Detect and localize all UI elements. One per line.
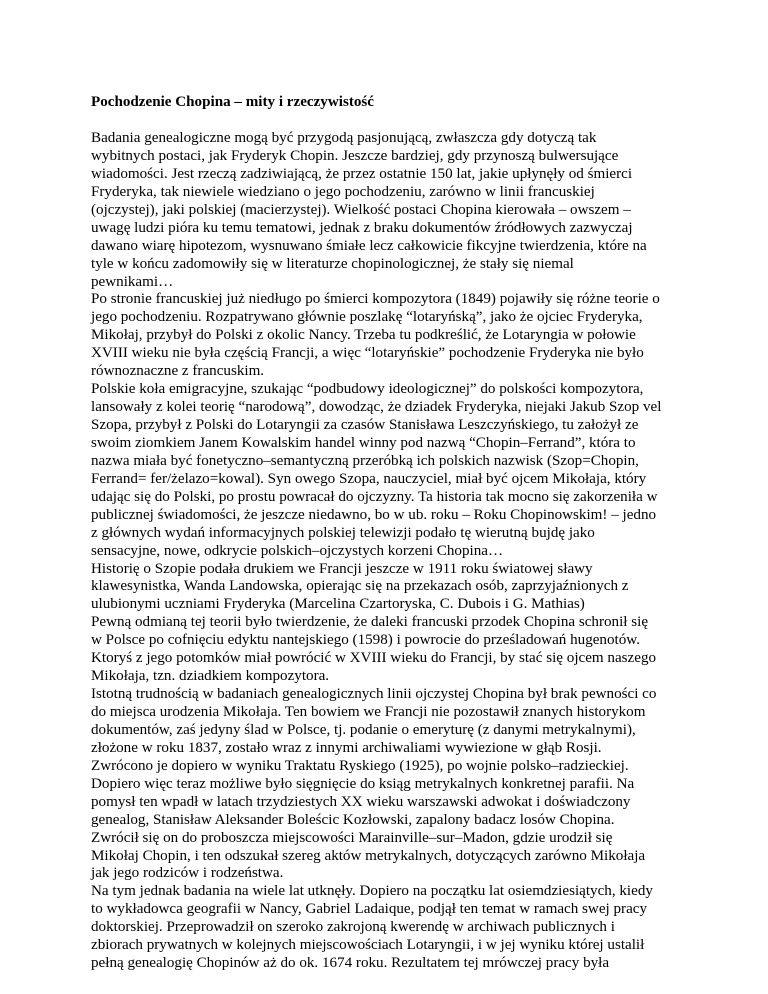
text-line: Fryderyka, tak niewiele wiedziano o jego pochodzeniu, zarówno w linii francuskiej	[91, 183, 595, 200]
text-line: jego pochodzeniu. Rozpatrywano głównie poszlakę “lotaryńską”, jako że ojciec Fryderyka,	[91, 309, 643, 326]
text-line: Polskie koła emigracyjne, szukając “podbudowy ideologicznej” do polskości kompozytora,	[91, 381, 644, 398]
text-line: swoim ziomkiem Janem Kowalskim handel winny pod nazwą “Chopin–Ferrand”, która to	[91, 434, 636, 451]
text-line: genealog, Stanisław Aleksander Boleścic Kozłowski, zapalony badacz losów Chopina.	[91, 811, 615, 828]
text-line: XVIII wieku nie była częścią Francji, a więc “lotaryńskie” pochodzenie Fryderyka nie było	[91, 345, 644, 362]
text-line: sensacyjne, nowe, odkrycie polskich–ojczystych korzeni Chopina…	[91, 542, 504, 559]
text-line: Szopa, przybył z Polski do Lotaryngii za czasów Stanisława Leszczyńskiego, tu założył ze	[91, 417, 639, 433]
text-line: Zwrócił się on do proboszcza miejscowości Marainville–sur–Madon, gdzie urodził się	[91, 829, 613, 846]
text-line: wybitnych postaci, jak Fryderyk Chopin. Jeszcze bardziej, gdy przynoszą bulwersujące	[91, 147, 619, 164]
text-line: Po stronie francuskiej już niedługo po śmierci kompozytora (1849) pojawiły się różne teorie o	[91, 291, 660, 308]
text-line: w Polsce po cofnięciu edyktu nantejskiego (1598) i powrocie do prześladowań hugenotów.	[91, 632, 640, 649]
text-line: wiadomości. Jest rzeczą zadziwiającą, że przez ostatnie 150 lat, jakie upłynęły od śmierci	[91, 165, 633, 182]
text-line: doktorskiej. Przeprowadził on szeroko zakrojoną kwerendę w archiwach publicznych i	[91, 919, 615, 936]
text-line: pewnikami…	[91, 273, 174, 290]
text-line: Mikołaj, przybył do Polski z okolic Nancy. Trzeba tu podkreślić, że Lotaryngia w połowie	[91, 327, 636, 344]
document-body	[91, 94, 691, 973]
text-line: złożone w roku 1837, zostało wraz z innymi archiwaliami wywiezione w głąb Rosji.	[91, 739, 602, 756]
text-line: Mikołaja, tzn. dziadkiem kompozytora.	[91, 668, 330, 685]
text-line: to wykładowca geografii w Nancy, Gabriel Ladaique, podjął ten temat w ramach swej pracy	[91, 901, 648, 918]
text-line: (ojczystej), jaki polskiej (macierzystej). Wielkość postaci Chopina kierowała – owszem –	[91, 201, 631, 218]
text-line: pełną genealogię Chopinów aż do ok. 1674 roku. Rezultatem tej mrówczej pracy była	[91, 955, 610, 972]
text-line: dokumentów, zaś jedyny ślad w Polsce, tj. podanie o emeryturę (z danymi metrykalnymi),	[91, 721, 636, 738]
text-line: Ferrand= fer/żelazo=kowal). Syn owego Szopa, nauczyciel, miał być ojcem Mikołaja, który	[91, 470, 647, 487]
text-line: Na tym jednak badania na wiele lat utknęły. Dopiero na początku lat osiemdziesiątych, kiedy	[91, 883, 653, 900]
text-line: Mikołaj Chopin, i ten odszukał szereg aktów metrykalnych, dotyczących zarówno Mikołaja	[91, 847, 646, 864]
text-line: nazwa miała być fonetyczno–semantyczną przeróbką ich polskich nazwisk (Szop=Chopin,	[91, 452, 639, 469]
text-line: równoznaczne z francuskim.	[91, 363, 265, 380]
document-title: Pochodzenie Chopina – mity i rzeczywistość	[91, 94, 374, 110]
text-line: lansowały z kolei teorię “narodową”, dowodząc, że dziadek Fryderyka, niejaki Jakub Szop vel	[91, 399, 662, 416]
text-line: Historię o Szopie podała drukiem we Francji jeszcze w 1911 roku światowej sławy	[91, 560, 593, 577]
text-line: udając się do Polski, po prostu powracał do ojczyzny. Ta historia tak mocno się zakorzeniła w	[91, 488, 658, 505]
text-line: ulubionymi uczniami Fryderyka (Marcelina Czartoryska, C. Dubois i G. Mathias)	[91, 596, 585, 613]
text-line: tyle w końcu zadomowiły się w literaturze chopinologicznej, że stały się niemal	[91, 255, 574, 272]
text-line: Dopiero więc teraz możliwe było sięgnięcie do ksiąg metrykalnych konkretnej parafii. Na	[91, 775, 635, 792]
text-line: Istotną trudnością w badaniach genealogicznych linii ojczystej Chopina był brak pewności co	[91, 686, 657, 703]
text-line: Ktoryś z jego potomków miał powrócić w XVIII wieku do Francji, by stać się ojcem naszego	[91, 650, 657, 667]
text-line: klawesynistka, Wanda Landowska, opierając się na przekazach osób, zaprzyjaźnionych z	[91, 578, 629, 595]
text-line: publicznej świadomości, że jeszcze niedawno, bo w ub. roku – Roku Chopinowskim! – jedno	[91, 506, 657, 523]
text-line: zbiorach prywatnych w kolejnych miejscowościach Lotaryngii, i w jej wyniku której ustalił	[91, 937, 645, 954]
text-line: Pewną odmianą tej teorii było twierdzenie, że daleki francuski przodek Chopina schronił się	[91, 614, 649, 631]
text-line: pomysł ten wpadł w latach trzydziestych XX wieku warszawski adwokat i doświadczony	[91, 793, 631, 810]
text-line: do miejsca urodzenia Mikołaja. Ten bowiem we Francji nie pozostawił znanych historykom	[91, 704, 646, 720]
text-line: z głównych wydań informacyjnych polskiej telewizji podało tę wierutną bujdę jako	[91, 524, 595, 541]
text-line: uwagę ludzi pióra ku temu tematowi, jednak z braku dokumentów źródłowych zazwyczaj	[91, 219, 633, 236]
paragraph-text	[91, 130, 691, 973]
text-line: jak jego rodziców i rodzeństwa.	[91, 865, 284, 882]
text-line: Zwrócono je dopiero w wyniku Traktatu Ryskiego (1925), po wojnie polsko–radzieckiej.	[91, 757, 629, 774]
text-line: dawano wiarę hipotezom, wysnuwano śmiałe lecz całkowicie fikcyjne twierdzenia, które na	[91, 237, 647, 254]
text-line: Badania genealogiczne mogą być przygodą pasjonującą, zwłaszcza gdy dotyczą tak	[91, 130, 597, 146]
